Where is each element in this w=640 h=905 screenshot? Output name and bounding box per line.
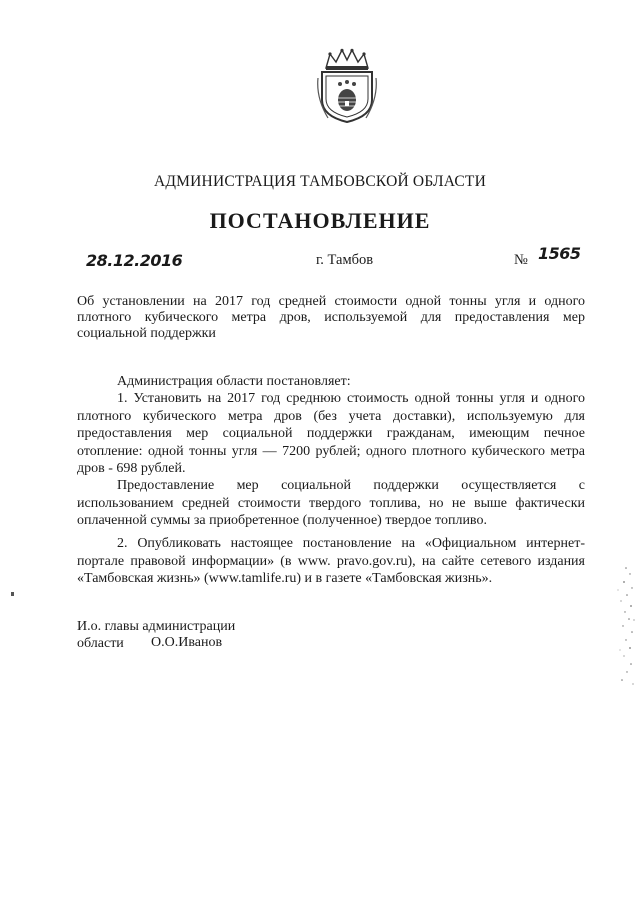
document-subject: Об установлении на 2017 год средней стоимости одной тонны угля и одного плотного кубического метра дров, используемой для предоставления мер социальной поддержки — [77, 294, 585, 341]
document-type-title: ПОСТАНОВЛЕНИЕ — [209, 208, 431, 233]
clause-1: 1. Установить на 2017 год среднюю стоимость одной тонны угля и одного плотного кубического метра дров (без учета доставки), используемую для предоставления мер социальной поддержки гражданам, имеющим печное отопление: одной тонны угля — 7200 рублей; одного плотного кубического метра дров - 698 рублей. — [77, 391, 585, 477]
scan-mark — [11, 592, 14, 596]
preamble: Администрация области постановляет: — [117, 374, 351, 389]
signatory-title-line2: области — [77, 636, 124, 651]
coat-of-arms-emblem — [316, 48, 378, 124]
issuing-organization: АДМИНИСТРАЦИЯ ТАМБОВСКОЙ ОБЛАСТИ — [154, 173, 486, 190]
clause-2: 2. Опубликовать настоящее постановление на «Официальном интернет-портале правовой информации» (в www. pravo.gov.ru), на сайте сетевого издания «Тамбовская жизнь» (www.tamlife.ru) и в газете «Тамбовская жизнь». — [77, 536, 585, 587]
document-city: г. Тамбов — [316, 252, 374, 268]
signatory-name: О.О.Иванов — [151, 635, 223, 650]
document-number: 1565 — [538, 244, 581, 263]
document-number-label: № — [514, 252, 528, 268]
clause-1-continuation: Предоставление мер социальной поддержки осуществляется с использованием средней стоимости твердого топлива, но не выше фактически оплаченной суммы за приобретенное (полученное) твердое топливо. — [77, 478, 585, 529]
document-date: 28.12.2016 — [86, 251, 183, 270]
scan-noise — [596, 560, 636, 690]
signatory-title: И.о. главы администрации — [77, 619, 236, 634]
